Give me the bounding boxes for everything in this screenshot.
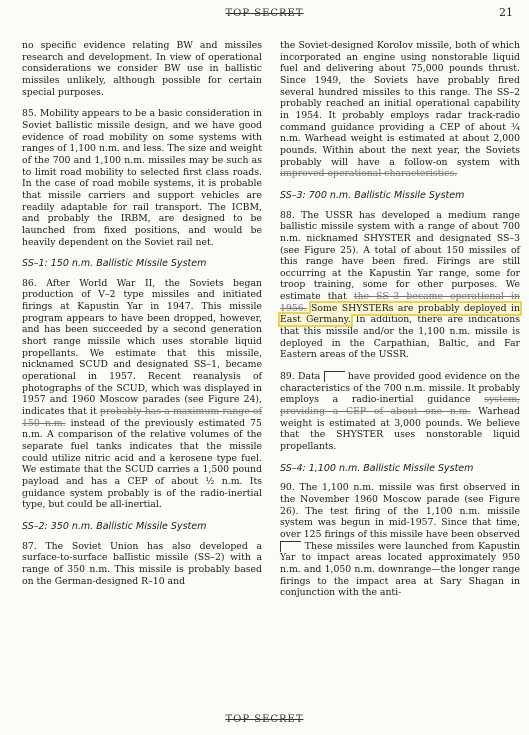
paragraph-90-text-b: These missiles were launched from Kapustin Yar to impact areas located approximately 950 n.m. and 1,050 n.m. downrange—the longer range firings to the impact area at Sary Shagan in conjunction with the anti- (280, 540, 520, 599)
page-number: 21 (499, 6, 513, 19)
paragraph-89-text-a: have provided good evidence on the characteristics of the 700 n.m. missile. It probably employs a radio-inertial guidance (280, 371, 520, 406)
paragraph-ss2-continuation (280, 40, 520, 180)
paragraph-88-text-a: 88. The USSR has developed a medium range ballistic missile system with a range of about 700 n.m. nicknamed SHYSTER and designated SS–3 (see Figure 25). A total of about 150 missiles of this range have been fired. Firings are still occurring at the Kapustin Yar range, some for troop training, some for other purposes. We estimate that (280, 209, 520, 303)
heading-ss2: SS–2: 350 n.m. Ballistic Missile System (22, 520, 207, 532)
continuation-deleted-text: improved operational characteristics. (280, 168, 458, 180)
paragraph-89-text-b: Warhead weight is estimated at 3,000 pounds. We believe that the SHYSTER uses nonstorable liquid propellants. (280, 406, 520, 452)
heading-ss1: SS–1: 150 n.m. Ballistic Missile System (22, 258, 207, 270)
heading-ss4: SS–4: 1,100 n.m. Ballistic Missile System (280, 462, 474, 474)
paragraph-86-deleted-text: probably has a maximum range of 150 n.m. (22, 406, 262, 429)
classification-footer: TOP SECRET (225, 714, 304, 725)
paragraph-88 (280, 210, 520, 362)
heading-ss3: SS–3: 700 n.m. Ballistic Missile System (280, 189, 465, 201)
paragraph-86 (22, 278, 262, 511)
continuation-text: the Soviet-designed Korolov missile, both of which incorporated an engine using nonstorable liquid fuel and delivering about 75,000 pounds thrust. Since 1949, the Soviets have probably fired several hundred missiles to this range. The SS–2 probably reached an initial operational capability in 1954. It probably employs radar track-radio command guidance providing a CEP of about ¾ n.m. Warhead weight is estimated at about 2,000 pounds. Within about the next year, the Soviets probably will have a follow-on system with (280, 40, 520, 168)
paragraph-86-text-b: instead of the previously estimated 75 n.m. A comparison of the relative volumes of the separate fuel tanks indicates that the missile could utilize nitric acid and a kerosene type fuel. We estimate that the SCUD carries a 1,500 pound payload and has a CEP of about ½ n.m. Its guidance system probably is of the radio-inertial type, but could be all-inertial. (22, 417, 262, 511)
highlighted-passage: Some SHYSTERs are probably deployed in East Germany. (280, 302, 520, 326)
paragraph-86-text-a: 86. After World War II, the Soviets began production of V–2 type missiles and initiated firings at Kapustin Yar in 1947. This missile program appears to have been dropped, however, and has been succeeded by a second generation short range missile which uses storable liquid propellants. We estimate that this missile, nicknamed SCUD and designated SS–1, became operational in 1957. Recent reanalysis of photographs of the SCUD, which was displayed in 1957 and 1960 Moscow parades (see Figure 24), indicates that it (22, 277, 262, 418)
paragraph-88-text-b: In addition, there are indications that this missile and/or the 1,100 n.m. missile is deployed in the Carpathian, Baltic, and Far Eastern areas of the USSR. (280, 314, 520, 361)
paragraph-intro-continuation: no specific evidence relating BW and missiles research and development. In view of operational considerations we consider BW use in ballistic missiles unlikely, although possible for certain special purposes. (22, 40, 262, 98)
paragraph-87: 87. The Soviet Union has also developed a surface-to-surface ballistic missile (SS–2) with a range of 350 n.m. This missile is probably based on the German-designed R–10 and (22, 540, 262, 587)
redaction-bracket-icon (324, 371, 345, 382)
paragraph-89-label: 89. Data (280, 371, 321, 383)
paragraph-90-text-a: 90. The 1,100 n.m. missile was first observed in the November 1960 Moscow parade (see Figure 26). The test firing of the 1,100 n.m. missile system was begun in mid-1957. Since that time, over 125 firings of this missile have been observed (280, 482, 520, 540)
paragraph-89-deleted-text: system, providing a CEP of about one n.m. (280, 394, 520, 418)
paragraph-90 (280, 482, 520, 599)
paragraph-85: 85. Mobility appears to be a basic consideration in Soviet ballistic missile design, and we have good evidence of road mobility on some systems with ranges of 1,100 n.m. and less. The size and weight of the 700 and 1,100 n.m. missiles may be such as to limit road mobility to selected first class roads. In the case of road mobile systems, it is probable that missile carriers and support vehicles are readily adaptable for rail transport. The ICBM, and probably the IRBM, are designed to be launched from fixed positions, and would be heavily dependent on the Soviet rail net. (22, 108, 262, 248)
redaction-bracket-icon (280, 541, 301, 552)
left-column (22, 40, 262, 597)
paragraph-88-deleted-text: the SS–3 became operational in 1956. (280, 291, 520, 314)
right-column (280, 40, 520, 609)
classification-header: TOP SECRET (225, 8, 304, 19)
paragraph-89 (280, 371, 520, 453)
